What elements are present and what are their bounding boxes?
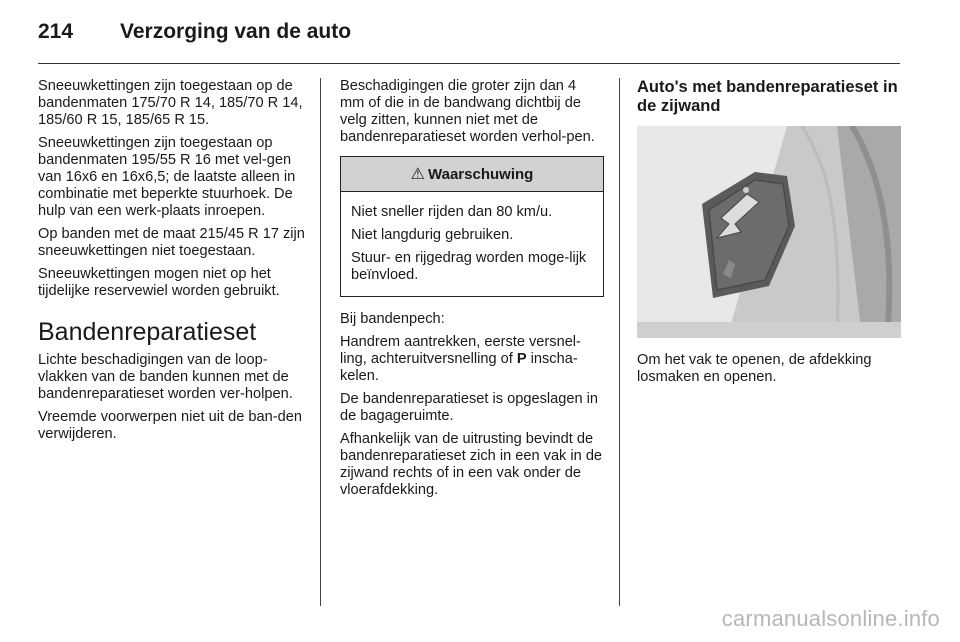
- paragraph-open-instructions: Om het vak te openen, de afdekking losmaken en openen.: [637, 352, 872, 385]
- paragraph-snow-chains-1: Sneeuwkettingen zijn toegestaan op de bandenmaten 175/70 R 14, 185/70 R 14, 185/60 R 15, 185/65 R 15.: [38, 78, 303, 128]
- column-3: [637, 78, 901, 392]
- paragraph-storage: De bandenreparatieset is opgeslagen in de bagageruimte.: [340, 391, 599, 424]
- warning-line-duration: Niet langdurig gebruiken.: [351, 227, 514, 243]
- header-rule: [38, 63, 900, 64]
- warning-header: [341, 157, 603, 192]
- trunk-side-panel-photo: [637, 126, 901, 338]
- warning-body: [341, 192, 603, 296]
- subsection-title: Auto's met bandenreparatieset in de zijwand: [637, 78, 898, 115]
- section-title: Bandenreparatieset: [38, 318, 257, 346]
- column-divider-1: [320, 78, 321, 606]
- warning-box: [340, 156, 604, 297]
- paragraph-repair-kit-1: Lichte beschadigingen van de loop-vlakken van de banden kunnen met de bandenreparatieset worden ver-holpen.: [38, 352, 293, 402]
- warning-line-speed: Niet sneller rijden dan 80 km/u.: [351, 204, 553, 220]
- warning-line-handling: Stuur- en rijgedrag worden moge-lijk beïnvloed.: [351, 250, 587, 283]
- gear-p-label: P: [516, 351, 527, 367]
- page-number: 214: [38, 20, 74, 43]
- paragraph-snow-chains-2: Sneeuwkettingen zijn toegestaan op bandenmaten 195/55 R 16 met vel-gen van 16x6 en 16x6,5; de laatste alleen in combinatie met beperkte stuurhoek. De hulp van een werk-plaats inroepen.: [38, 135, 296, 219]
- paragraph-flat-tyre: Bij bandenpech:: [340, 311, 445, 327]
- page-header: [38, 20, 351, 50]
- paragraph-snow-chains-4: Sneeuwkettingen mogen niet op het tijdelijke reservewiel worden gebruikt.: [38, 266, 280, 299]
- paragraph-repair-kit-2: Vreemde voorwerpen niet uit de ban-den verwijderen.: [38, 409, 302, 442]
- column-2: [340, 78, 604, 505]
- watermark: carmanualsonline.info: [721, 606, 940, 631]
- paragraph-location: Afhankelijk van de uitrusting bevindt de bandenreparatieset zich in een vak in de zijwand rechts of in een vak onder de vloerafdekking.: [340, 431, 603, 498]
- paragraph-damage-limit: Beschadigingen die groter zijn dan 4 mm of die in de bandwang dichtbij de velg zitten, kunnen niet met de bandenreparatieset worden verhol-pen.: [340, 78, 595, 145]
- column-1: [38, 78, 306, 449]
- column-divider-2: [619, 78, 620, 606]
- warning-title: Waarschuwing: [428, 165, 534, 183]
- warning-triangle-icon: ⚠: [410, 165, 426, 183]
- paragraph-snow-chains-3: Op banden met de maat 215/45 R 17 zijn sneeuwkettingen niet toegestaan.: [38, 226, 305, 259]
- page-title: Verzorging van de auto: [120, 20, 352, 43]
- paragraph-handbrake: Handrem aantrekken, eerste versnel-ling, achteruitversnelling of P inscha-kelen.: [340, 334, 581, 384]
